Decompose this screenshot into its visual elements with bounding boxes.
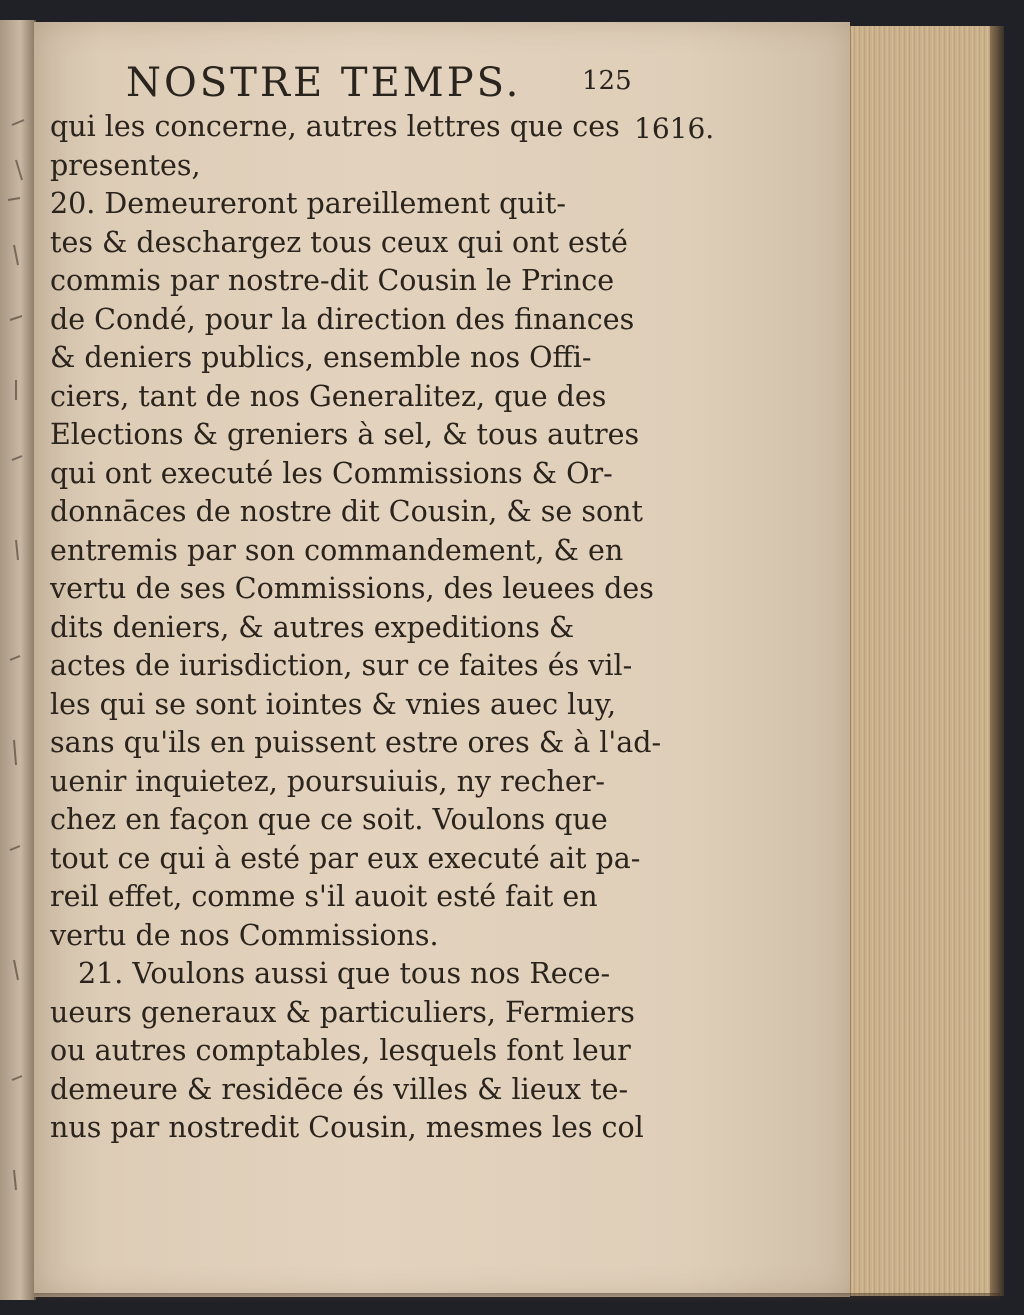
- article-21-start: 21. Voulons aussi que tous nos Rece-: [78, 957, 611, 990]
- text-line: ueurs generaux & particuliers, Fermiers: [50, 995, 635, 1029]
- body-text: [50, 108, 660, 1148]
- previous-page-edge: [0, 20, 36, 1300]
- text-line: sans qu'ils en puissent estre ores & à l'ad-: [50, 726, 662, 759]
- fore-edge-shadow: [990, 26, 1004, 1296]
- text-line: actes de iurisdiction, sur ce faites és vil-: [50, 649, 633, 682]
- book-fore-edge: [850, 26, 1001, 1296]
- text-line: presentes,: [50, 148, 201, 182]
- text-line: donnāces de nostre dit Cousin, & se sont: [50, 495, 643, 528]
- text-line: Elections & greniers à sel, & tous autres: [50, 418, 640, 451]
- text-line: nus par nostredit Cousin, mesmes les col: [50, 1111, 644, 1144]
- text-line: chez en façon que ce soit. Voulons que: [50, 803, 608, 836]
- text-line: reil effet, comme s'il auoit esté fait en: [50, 880, 598, 913]
- page-header: [126, 60, 826, 110]
- text-line: tes & deschargez tous ceux qui ont esté: [50, 225, 628, 259]
- text-line: vertu de nos Commissions.: [50, 918, 439, 952]
- margin-year-note: 1616.: [634, 112, 715, 145]
- text-line: qui les concerne, autres lettres que ces: [50, 110, 620, 143]
- text-line: uenir inquietez, poursuiuis, ny recher-: [50, 764, 606, 798]
- text-line: les qui se sont iointes & vnies auec luy,: [50, 687, 617, 721]
- text-line: ou autres comptables, lesquels font leur: [50, 1034, 631, 1067]
- text-line: demeure & residēce és villes & lieux te-: [50, 1072, 629, 1106]
- text-line: qui ont executé les Commissions & Or-: [50, 456, 613, 490]
- page-number: 125: [582, 66, 632, 96]
- margin-ink-marks: [2, 20, 30, 1300]
- text-line: entremis par son commandement, & en: [50, 533, 624, 567]
- running-title: NOSTRE TEMPS.: [126, 60, 522, 106]
- text-line: vertu de ses Commissions, des leuees des: [50, 572, 654, 605]
- page-bottom-shadow: [34, 1293, 1000, 1303]
- text-line: ciers, tant de nos Generalitez, que des: [50, 379, 607, 413]
- text-line: & deniers publics, ensemble nos Offi-: [50, 341, 592, 374]
- text-line: tout ce qui à esté par eux executé ait pa-: [50, 841, 641, 875]
- text-line: commis par nostre-dit Cousin le Prince: [50, 264, 615, 297]
- text-line: de Condé, pour la direction des finances: [50, 302, 635, 336]
- article-20-start: 20. Demeureront pareillement quit-: [50, 187, 566, 220]
- text-line: dits deniers, & autres expeditions &: [50, 610, 575, 644]
